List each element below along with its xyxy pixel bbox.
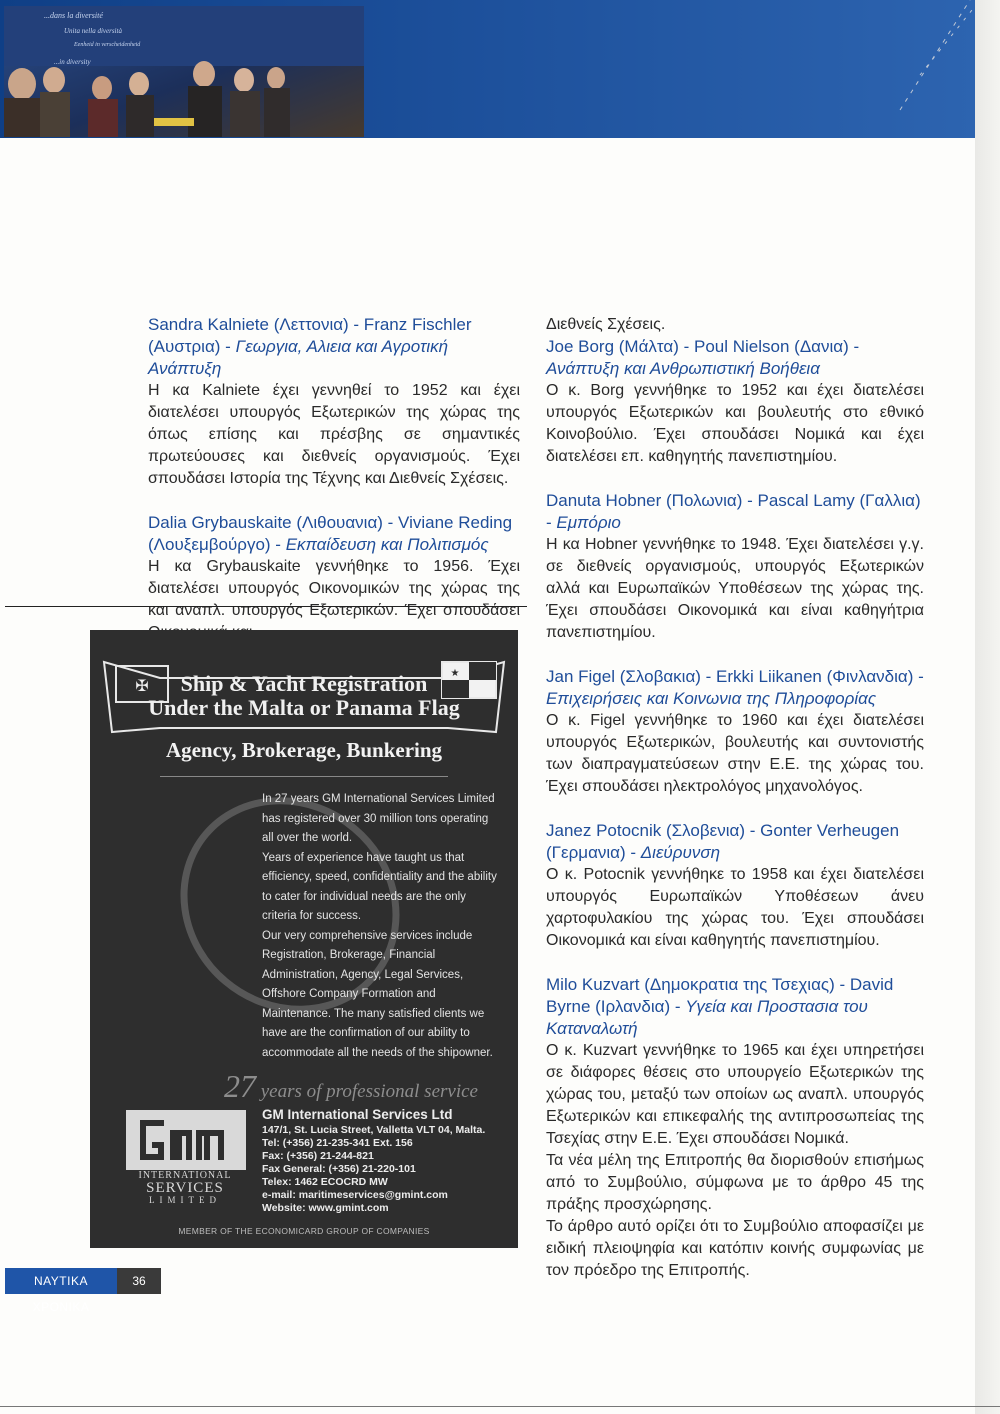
logo-line: SERVICES [146, 1180, 224, 1196]
entry-portfolio: Υγεία και Προστασια του Καταναλωτή [546, 997, 868, 1038]
svg-text:★: ★ [477, 686, 487, 697]
entry-names: Sandra Kalniete (Λεττονια) - Franz Fischler (Αυστρια) - [148, 315, 472, 356]
entry-names: Joe Borg (Μάλτα) - Poul Nielson (Δανια) - [546, 337, 860, 356]
entry-names: Dalia Grybauskaite (Λιθουανια) - Viviane Reding (Λουξεμβούργο) - [148, 513, 513, 554]
logo-line: LIMITED [149, 1195, 221, 1205]
entry-body: Ο κ. Borg γεννήθηκε το 1952 και έχει διατελέσει υπουργός Εξωτερικών και βουλευτής στο εθνικό Κοινοβούλιο. Έχει σπουδάσει Νομικά και έχει διατελέσει επ. καθηγητής πανεπιστημίου. [546, 382, 924, 465]
ad-title-line: Ship & Yacht Registration [180, 671, 428, 696]
commissioner-entry [546, 974, 924, 1282]
company-telex: Telex: 1462 ECOCRD MW [262, 1176, 388, 1188]
entry-heading [546, 974, 924, 1040]
commissioner-entry [148, 512, 520, 644]
svg-text:✠: ✠ [135, 676, 149, 695]
entry-names: Jan Figel (Σλοβακια) - Erkki Liikanen (Φινλανδια) - [546, 667, 924, 686]
entry-portfolio: Γεωργια, Αλιεια και Αγροτική Ανάπτυξη [148, 337, 449, 378]
entry-portfolio: Εμπόριο [556, 513, 621, 532]
header-photo [4, 6, 364, 137]
entry-portfolio: Επιχειρήσεις και Κοινωνια της Πληροφορίας [546, 689, 877, 708]
entry-heading [546, 666, 924, 710]
company-fax: Fax: (+356) 21-244-821 [262, 1150, 374, 1162]
years-number: 27 [224, 1068, 256, 1104]
ad-paragraph: In 27 years GM International Services Limited has registered over 30 million tons operating all over the world. [262, 793, 495, 844]
entry-body: Ο κ. Kuzvart γεννήθηκε το 1965 και έχει υπηρετήσει σε διάφορες θέσεις στο υπουργείο Εξωτερικών της χώρας του, μεταξύ των οποίων ως αναπλ. υπουργός Εξωτερικών και επικεφαλής της αντιπροσωπείας της Τσεχίας στην Ε.Ε. Έχει σπουδάσει Νομικά. [546, 1042, 924, 1147]
entry-body-extra: Το άρθρο αυτό ορίζει ότι το Συμβούλιο αποφασίζει με ειδική πλειοψηφία και κατόπιν κοινής συμφωνίας με τον πρόεδρο της Επιτροπής. [546, 1218, 924, 1279]
article-left-column [148, 314, 520, 666]
banner-text: ...dans la diversité [44, 11, 103, 20]
commissioner-entry [546, 336, 924, 468]
entry-body: Ο κ. Potocnik γεννήθηκε το 1958 και έχει διατελέσει υπουργός Ευρωπαϊκών Υποθέσεων άνευ χαρτοφυλακίου της χώρας του. Έχει σπουδάσει Οικονομικά και είναι καθηγητής πανεπιστημίου. [546, 866, 924, 949]
svg-text:★: ★ [450, 668, 460, 679]
crowd-silhouettes [4, 61, 290, 137]
entry-body: Η κα Grybauskaite γεννήθηκε το 1956. Έχει διατελέσει υπουργός Οικονομικών της χώρας της και αναπλ. υπουργός Εξωτερικών. Έχει σπουδάσει [148, 558, 520, 619]
entry-body-extra: Τα νέα μέλη της Επιτροπής θα διορισθούν επισήμως από το Συμβούλιο, σύμφωνα με το άρθρο 45 της πράξης προσχώρησης. [546, 1152, 924, 1213]
banner-text: Eenheid in verscheidenheid [74, 42, 141, 48]
banner-text: Unita nella diversità [64, 27, 122, 35]
commissioner-entry [546, 666, 924, 798]
entry-portfolio: Διεύρυνση [640, 843, 721, 862]
entry-heading [148, 512, 520, 556]
company-website: Website: www.gmint.com [262, 1202, 389, 1214]
ad-paragraph: Our very comprehensive services include Registration, Brokerage, Financial Administration, Agency, Legal Services, Offshore Company Formation and Maintenance. The many satisfied clients we have are the confirmation of our ability to accommodate all the needs of the shipowner. [262, 929, 493, 1059]
page-edge-shadow [975, 0, 1000, 1414]
company-name: GM International Services Ltd [262, 1107, 453, 1122]
entry-portfolio: Ανάπτυξη και Ανθρωπιστική Βοήθεια [546, 359, 820, 378]
bottom-rule [0, 1406, 1000, 1407]
entry-names: Danuta Hobner (Πολωνια) - Pascal Lamy (Γαλλια) - [546, 491, 921, 532]
logo-line: INTERNATIONAL [138, 1170, 232, 1181]
entry-body: Η κα Kalniete έχει γεννηθεί το 1952 και έχει διατελέσει υπουργός Εξωτερικών της χώρας της όπως επίσης και πρέσβης σε σημαντικές πρωτεύουσες και διεθνείς οργανισμούς. Έχει σπουδάσει Ιστορία της Τέχνης και Διεθνείς Σχέσεις. [148, 382, 520, 487]
advertisement [90, 630, 518, 1248]
banner-text: ...in diversity [54, 58, 91, 66]
page-number: 36 [117, 1268, 161, 1294]
years-text: years of professional service [260, 1081, 478, 1102]
ad-subtitle: Agency, Brokerage, Bunkering [165, 738, 443, 762]
decorative-dashes [860, 0, 980, 120]
entry-heading [546, 820, 924, 864]
entry-heading [546, 336, 924, 380]
entry-portfolio: Εκπαίδευση και Πολιτισμός [285, 535, 489, 554]
company-tel: Tel: (+356) 21-235-341 Ext. 156 [262, 1137, 413, 1149]
entry-names: Janez Potocnik (Σλοβενια) - Gonter Verheugen (Γερμανια) - [546, 821, 900, 862]
ad-member-line: MEMBER OF THE ECONOMICARD GROUP OF COMPANIES [178, 1226, 430, 1236]
section-rule [5, 606, 527, 607]
entry-heading [148, 314, 520, 380]
ad-logo-caption [120, 1170, 250, 1205]
entry-body: Η κα Hobner γεννήθηκε το 1948. Έχει διατελέσει γ.γ. σε διεθνείς οργανισμούς, υπουργός Εξωτερικών αλλά και Ευρωπαϊκών Υποθέσεων της χώρας της. Έχει σπουδάσει Οικονομικά και είναι καθηγήτρια πανεπιστημίου. [546, 536, 924, 641]
magazine-name: ΝΑΥΤΙΚΑ ΧΡΟΝΙΚΑ [5, 1268, 117, 1294]
entry-body: Ο κ. Figel γεννήθηκε το 1960 και έχει διατελέσει υπουργός Εξωτερικών, βουλευτής και συντονιστής των διαπραγματεύσεων στην Ε.Ε. της χώρας του. Έχει σπουδάσει ηλεκτρολόγος μηχανολόγος. [546, 712, 924, 795]
ad-body [262, 790, 498, 1063]
article-right-column [546, 314, 924, 1304]
company-address: 147/1, St. Lucia Street, Valletta VLT 04, Malta. [262, 1124, 486, 1136]
ad-title [90, 672, 518, 720]
ad-contact-block [262, 1106, 512, 1215]
continued-text: Διεθνείς Σχέσεις. [546, 316, 666, 333]
entry-heading [546, 490, 924, 534]
ad-years-slogan [224, 1068, 514, 1105]
ad-paragraph: Years of experience have taught us that efficiency, speed, confidentiality and the ability to cater for individual needs are the only criteria for success. [262, 851, 497, 922]
commissioner-entry [546, 820, 924, 952]
company-email: e-mail: maritimeservices@gmint.com [262, 1189, 448, 1201]
ad-title-line: Under the Malta or Panama Flag [148, 695, 460, 720]
photo-scene [4, 6, 364, 137]
entry-names: Milo Kuzvart (Δημοκρατια της Τσεχιας) - David Byrne (Ιρλανδια) - [546, 975, 894, 1016]
commissioner-entry [148, 314, 520, 490]
company-fax-general: Fax General: (+356) 21-220-101 [262, 1163, 416, 1175]
commissioner-entry [546, 490, 924, 644]
